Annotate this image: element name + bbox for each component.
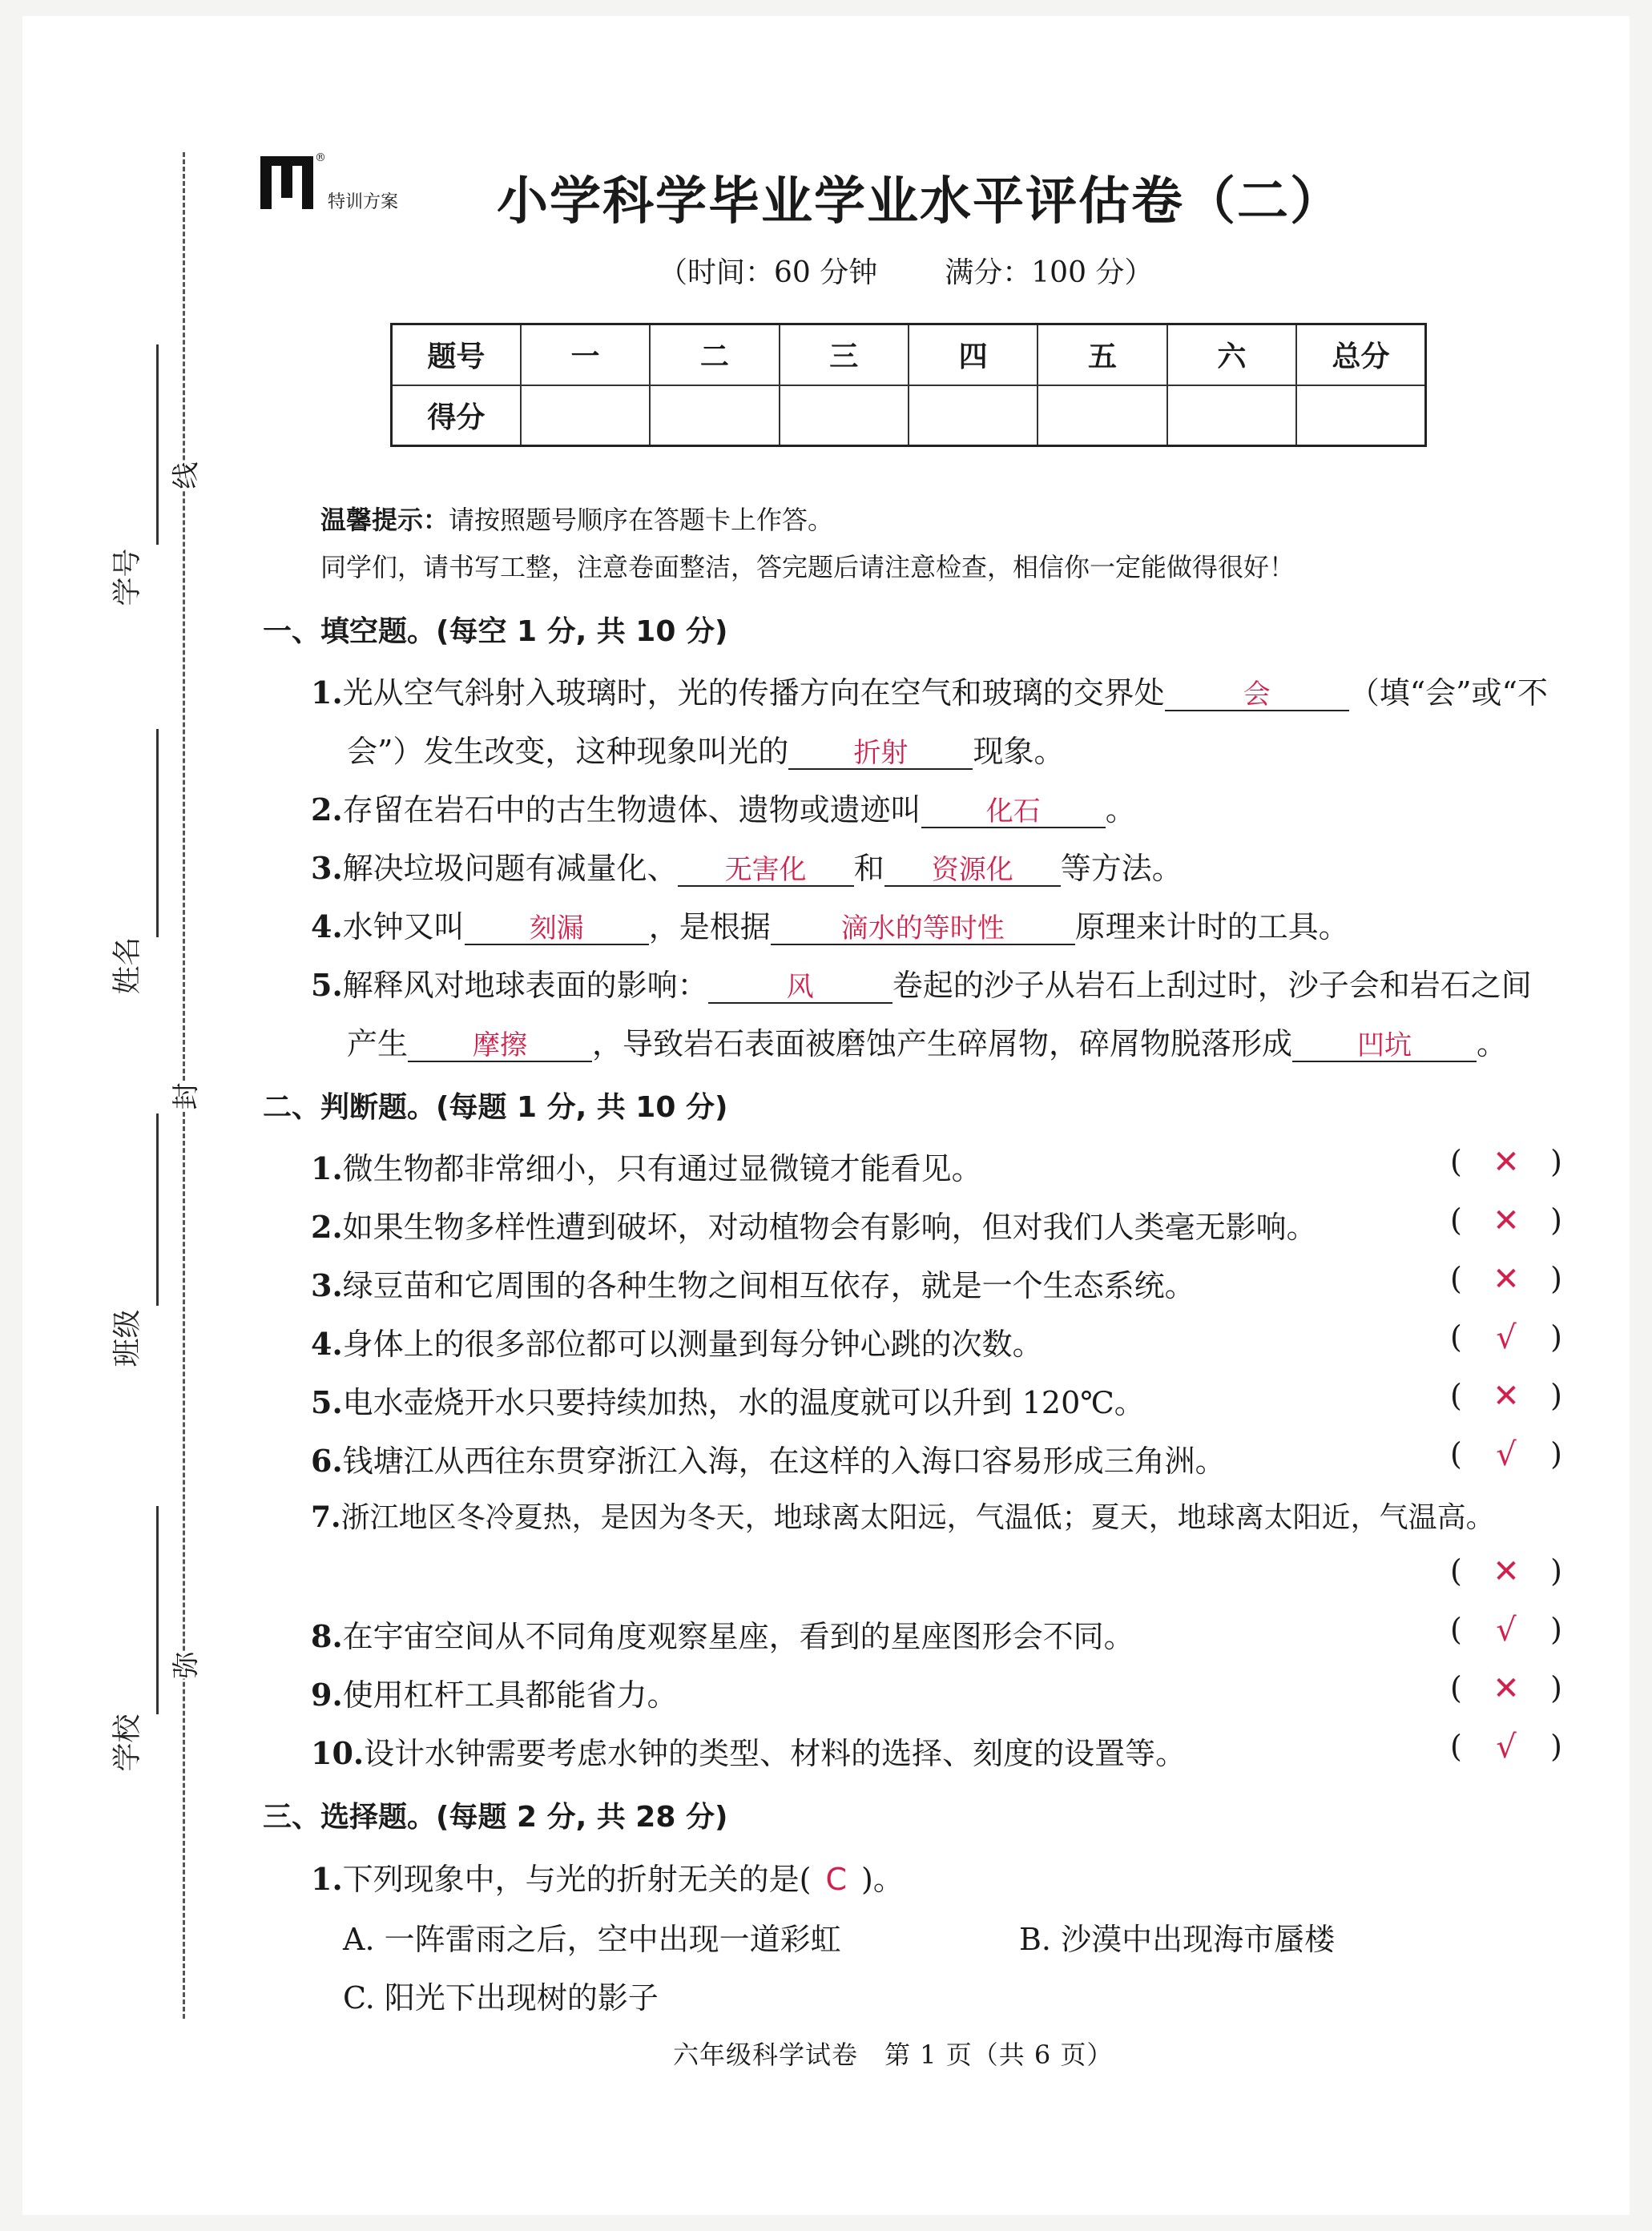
score-header-cell: 二	[650, 324, 779, 385]
choice-q1: 1.下列现象中，与光的折射无关的是( C )。	[311, 1861, 904, 1897]
score-header-cell: 四	[909, 324, 1038, 385]
choice-q1-option-b[interactable]: B. 沙漠中出现海市蜃楼	[1019, 1922, 1336, 1957]
field-student-id-line	[156, 344, 159, 545]
tf-item-3: 3.绿豆苗和它周围的各种生物之间相互依存，就是一个生态系统。	[311, 1267, 1195, 1303]
score-cell[interactable]	[909, 385, 1038, 446]
tip-label: 温馨提示：	[320, 505, 449, 535]
tf-item-1: 1.微生物都非常细小，只有通过显微镜才能看见。	[311, 1150, 982, 1186]
exam-time: （时间：60 分钟	[659, 256, 878, 289]
tf-answer-5[interactable]: ( ✕ )	[1450, 1378, 1562, 1415]
registered-mark-icon: ®	[315, 151, 326, 164]
section-choice-title: 三、选择题。(每题 2 分, 共 28 分)	[263, 1801, 728, 1834]
fill-q5-answer-1[interactable]: 风	[708, 973, 892, 1004]
tf-item-10: 10.设计水钟需要考虑水钟的类型、材料的选择、刻度的设置等。	[311, 1735, 1187, 1771]
section-fill-blank-title: 一、填空题。(每空 1 分, 共 10 分)	[263, 615, 728, 648]
brand-name: 特训方案	[328, 192, 399, 212]
score-cell[interactable]	[521, 385, 650, 446]
field-name-label: 姓名	[111, 936, 144, 995]
fill-q3-answer-2[interactable]: 资源化	[884, 856, 1061, 887]
fill-q3: 3.解决垃圾问题有减量化、 无害化 和 资源化 等方法。	[311, 850, 1183, 886]
score-cell[interactable]	[1038, 385, 1166, 446]
tf-answer-6[interactable]: ( √ )	[1450, 1436, 1562, 1473]
choice-q1-option-a[interactable]: A. 一阵雷雨之后，空中出现一道彩虹	[343, 1922, 841, 1957]
seal-word-mi: 弥	[161, 1652, 207, 1679]
tf-answer-3[interactable]: ( ✕ )	[1450, 1261, 1562, 1298]
fill-q4-answer-2[interactable]: 滴水的等时性	[771, 914, 1075, 945]
tf-item-9: 9.使用杠杆工具都能省力。	[311, 1677, 678, 1713]
score-header-cell: 三	[780, 324, 909, 385]
tf-answer-7[interactable]: ( ✕ )	[1450, 1553, 1562, 1590]
score-table-row	[392, 385, 1426, 446]
fill-q5-answer-2[interactable]: 摩擦	[408, 1031, 592, 1062]
field-student-id-label: 学号	[111, 548, 144, 606]
exam-full-score: 满分：100 分）	[945, 256, 1154, 289]
tf-answer-8[interactable]: ( √ )	[1450, 1612, 1562, 1649]
fill-q1-line2: 会”）发生改变，这种现象叫光的 折射 现象。	[347, 734, 1065, 769]
tf-item-4: 4.身体上的很多部位都可以测量到每分钟心跳的次数。	[311, 1326, 1043, 1362]
field-school-label: 学校	[111, 1714, 144, 1772]
exam-meta	[659, 250, 1153, 291]
fill-q2: 2.存留在岩石中的古生物遗体、遗物或遗迹叫 化石 。	[311, 791, 1136, 828]
tip-line-1: 温馨提示：请按照题号顺序在答题卡上作答。	[320, 505, 834, 535]
score-cell[interactable]	[650, 385, 779, 446]
score-header-cell: 六	[1167, 324, 1296, 385]
score-table	[390, 323, 1427, 447]
tf-answer-2[interactable]: ( ✕ )	[1450, 1202, 1562, 1239]
logo-mark-icon	[260, 156, 313, 209]
tf-item-6: 6.钱塘江从西往东贯穿浙江入海，在这样的入海口容易形成三角洲。	[311, 1443, 1226, 1479]
tf-answer-9[interactable]: ( ✕ )	[1450, 1670, 1562, 1707]
score-header-cell: 题号	[392, 324, 521, 385]
fill-q3-answer-1[interactable]: 无害化	[678, 856, 854, 887]
fill-q4: 4.水钟又叫 刻漏 ，是根据 滴水的等时性 原理来计时的工具。	[311, 908, 1349, 944]
tf-answer-10[interactable]: ( √ )	[1450, 1729, 1562, 1766]
fill-q5-line2: 产生 摩擦 ，导致岩石表面被磨蚀产生碎屑物，碎屑物脱落形成 凹坑 。	[347, 1026, 1508, 1061]
page-title: 小学科学毕业学业水平评估卷（二）	[497, 172, 1343, 232]
fill-q5-answer-3[interactable]: 凹坑	[1292, 1031, 1477, 1062]
score-cell[interactable]	[1167, 385, 1296, 446]
field-class-label: 班级	[111, 1309, 144, 1367]
score-header-cell: 总分	[1296, 324, 1425, 385]
page-footer: 六年级科学试卷 第 1 页（共 6 页）	[673, 2040, 1114, 2070]
score-header-cell: 五	[1038, 324, 1166, 385]
seal-word-xian: 线	[161, 462, 207, 489]
seal-word-feng: 封	[161, 1083, 207, 1110]
field-name-line	[156, 729, 159, 937]
brand-logo	[260, 151, 399, 212]
fill-q5-line1: 5.解释风对地球表面的影响： 风 卷起的沙子从岩石上刮过时，沙子会和岩石之间	[311, 967, 1532, 1003]
section-true-false-title: 二、判断题。(每题 1 分, 共 10 分)	[263, 1091, 728, 1124]
tf-item-5: 5.电水壶烧开水只要持续加热，水的温度就可以升到 120℃。	[311, 1384, 1145, 1420]
fill-q2-answer[interactable]: 化石	[921, 797, 1106, 828]
tf-item-7: 7.浙江地区冬冷夏热，是因为冬天，地球离太阳远，气温低；夏天，地球离太阳近，气温高。	[311, 1500, 1495, 1534]
score-row-label: 得分	[392, 385, 521, 446]
choice-q1-answer[interactable]: C	[825, 1862, 848, 1897]
fill-q1-answer-2[interactable]: 折射	[788, 739, 973, 770]
tf-item-8: 8.在宇宙空间从不同角度观察星座，看到的星座图形会不同。	[311, 1618, 1134, 1654]
tf-answer-1[interactable]: ( ✕ )	[1450, 1144, 1562, 1181]
tf-item-2: 2.如果生物多样性遭到破坏，对动植物会有影响，但对我们人类毫无影响。	[311, 1209, 1317, 1245]
score-cell[interactable]	[1296, 385, 1425, 446]
tip-line-2: 同学们，请书写工整，注意卷面整洁，答完题后请注意检查，相信你一定能做得很好！	[320, 552, 1295, 582]
score-table-header	[392, 324, 1426, 385]
score-header-cell: 一	[521, 324, 650, 385]
tf-answer-4[interactable]: ( √ )	[1450, 1319, 1562, 1356]
fill-q1-line1: 1.光从空气斜射入玻璃时，光的传播方向在空气和玻璃的交界处 会 （填“会”或“不	[311, 675, 1548, 711]
fill-q1-answer-1[interactable]: 会	[1165, 680, 1349, 711]
score-cell[interactable]	[780, 385, 909, 446]
field-school-line	[156, 1506, 159, 1714]
choice-q1-option-c[interactable]: C. 阳光下出现树的影子	[343, 1980, 659, 2016]
field-class-line	[156, 1113, 159, 1306]
fill-q4-answer-1[interactable]: 刻漏	[465, 914, 649, 945]
